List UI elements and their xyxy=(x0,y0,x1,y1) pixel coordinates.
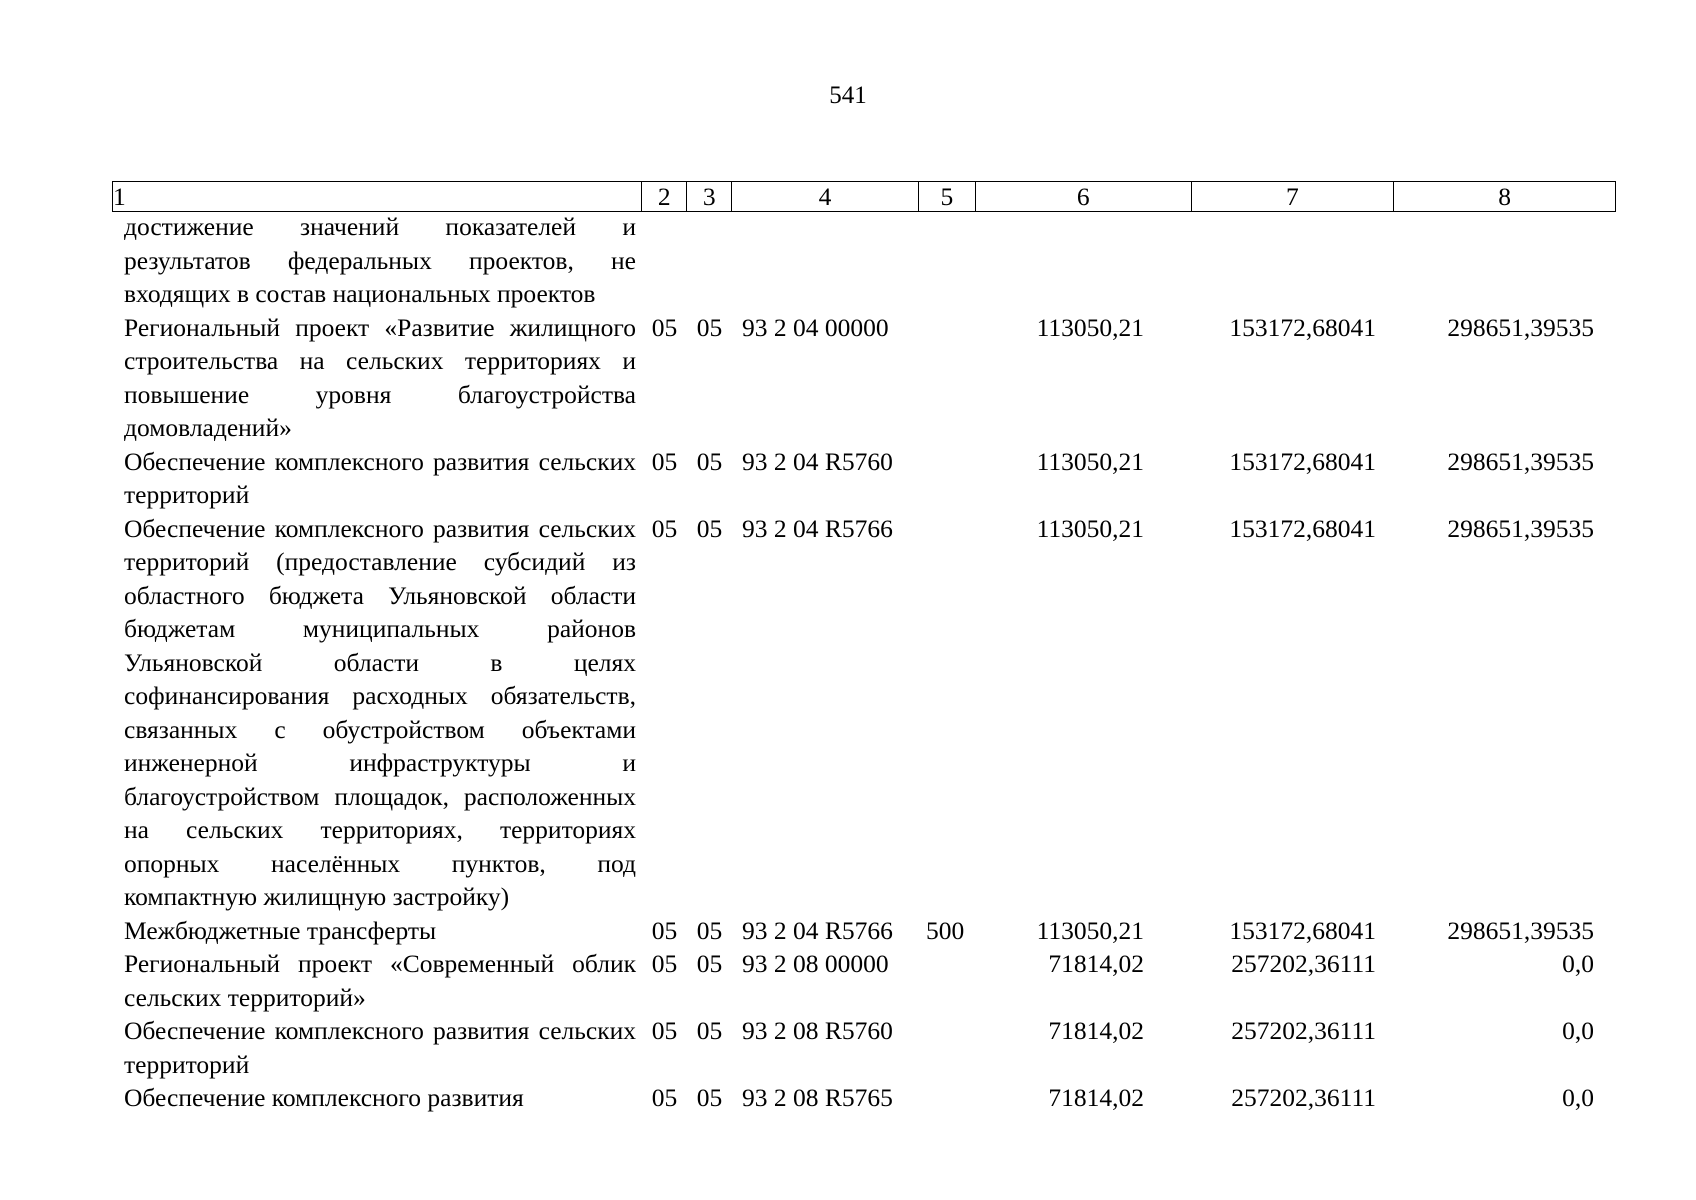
header-col-5: 5 xyxy=(919,182,976,211)
row-expense-type xyxy=(919,311,976,445)
row-target-code xyxy=(732,210,919,311)
row-expense-type: 500 xyxy=(926,915,965,945)
row-target-code: 93 2 08 R5765 xyxy=(742,1083,893,1112)
row-section: 05 xyxy=(651,915,678,945)
table-body xyxy=(112,210,1616,1115)
row-target-code: 93 2 04 R5760 xyxy=(742,446,893,476)
table-row xyxy=(112,1014,1616,1081)
header-col-3: 3 xyxy=(687,182,732,211)
row-target-code: 93 2 08 R5760 xyxy=(742,1016,893,1045)
row-amount-8: 0,0 xyxy=(1562,1016,1594,1045)
row-name: Обеспечение комплексного развития сельских территорий (предоставление субсидий из областного бюджета Ульяновской области бюджетам муниципальных районов Ульяновской области в целях софинансирования расходных обязательств, связанных с обустройством объектами инженерной инфраструктуры и благоустройством площадок, расположенных на сельских территориях, территориях опорных населённых пунктов, под компактную жилищную застройку) xyxy=(124,513,636,911)
row-target-code: 93 2 08 00000 xyxy=(742,949,889,978)
row-expense-type xyxy=(919,512,976,914)
row-section xyxy=(642,210,687,311)
row-subsection: 05 xyxy=(696,1083,723,1112)
row-subsection: 05 xyxy=(696,513,723,543)
row-amount-8: 298651,39535 xyxy=(1447,446,1594,476)
row-amount-7: 153172,68041 xyxy=(1229,446,1376,476)
header-col-1: 1 xyxy=(113,182,642,211)
header-col-7: 7 xyxy=(1192,182,1395,211)
row-amount-6: 113050,21 xyxy=(1036,513,1144,543)
row-amount-8 xyxy=(1395,210,1616,311)
row-amount-6: 113050,21 xyxy=(1036,446,1144,476)
header-col-6: 6 xyxy=(976,182,1192,211)
row-amount-7: 257202,36111 xyxy=(1231,1083,1376,1112)
row-amount-7: 257202,36111 xyxy=(1231,1016,1376,1045)
row-subsection: 05 xyxy=(696,446,723,476)
row-section: 05 xyxy=(651,513,678,543)
row-expense-type xyxy=(919,445,976,512)
row-section: 05 xyxy=(651,949,678,978)
row-section: 05 xyxy=(651,1016,678,1045)
row-expense-type xyxy=(919,1081,976,1115)
row-name: Обеспечение комплексного развития сельских территорий xyxy=(124,446,636,509)
row-amount-8: 0,0 xyxy=(1562,949,1594,978)
header-col-2: 2 xyxy=(642,182,687,211)
row-subsection: 05 xyxy=(696,949,723,978)
row-name: Обеспечение комплексного развития сельских территорий xyxy=(124,1016,636,1079)
row-name: Межбюджетные трансферты xyxy=(124,915,437,945)
row-expense-type xyxy=(919,1014,976,1081)
row-amount-7: 153172,68041 xyxy=(1229,915,1376,945)
row-section: 05 xyxy=(651,446,678,476)
row-target-code: 93 2 04 00000 xyxy=(742,312,889,342)
table-row xyxy=(112,914,1616,948)
header-col-8: 8 xyxy=(1498,182,1512,211)
row-target-code: 93 2 04 R5766 xyxy=(742,915,893,945)
row-amount-8: 298651,39535 xyxy=(1447,312,1594,342)
row-amount-7: 153172,68041 xyxy=(1229,312,1376,342)
table-row xyxy=(112,445,1616,512)
row-amount-6: 113050,21 xyxy=(1036,915,1144,945)
row-name: Региональный проект «Современный облик сельских территорий» xyxy=(124,949,636,1012)
row-amount-8: 0,0 xyxy=(1562,1083,1594,1112)
budget-table xyxy=(112,181,1616,1115)
row-amount-6: 113050,21 xyxy=(1036,312,1144,342)
row-expense-type xyxy=(919,947,976,1014)
row-name: достижение значений показателей и результатов федеральных проектов, не входящих в состав национальных проектов xyxy=(124,212,636,308)
table-row xyxy=(112,210,1616,311)
table-row xyxy=(112,1081,1616,1115)
row-expense-type xyxy=(919,210,976,311)
table-header xyxy=(112,181,1616,212)
table-row xyxy=(112,311,1616,445)
header-col-4: 4 xyxy=(732,182,919,211)
table-row xyxy=(112,947,1616,1014)
row-name: Региональный проект «Развитие жилищного строительства на сельских территориях и повышение уровня благоустройства домовладений» xyxy=(124,312,636,442)
row-name: Обеспечение комплексного развития xyxy=(124,1083,524,1112)
row-amount-6: 71814,02 xyxy=(1048,1016,1144,1045)
row-amount-7: 257202,36111 xyxy=(1231,949,1376,978)
row-section: 05 xyxy=(651,1083,678,1112)
row-target-code: 93 2 04 R5766 xyxy=(742,513,893,543)
row-amount-6 xyxy=(976,210,1192,311)
row-subsection: 05 xyxy=(696,312,723,342)
row-amount-6: 71814,02 xyxy=(1048,1083,1144,1112)
page-number: 541 xyxy=(829,82,867,109)
row-amount-8: 298651,39535 xyxy=(1447,915,1594,945)
row-amount-6: 71814,02 xyxy=(1048,949,1144,978)
row-subsection xyxy=(687,210,732,311)
row-subsection: 05 xyxy=(696,1016,723,1045)
table-row xyxy=(112,512,1616,914)
row-amount-8: 298651,39535 xyxy=(1447,513,1594,543)
row-section: 05 xyxy=(651,312,678,342)
row-amount-7: 153172,68041 xyxy=(1229,513,1376,543)
row-amount-7 xyxy=(1192,210,1395,311)
row-subsection: 05 xyxy=(696,915,723,945)
